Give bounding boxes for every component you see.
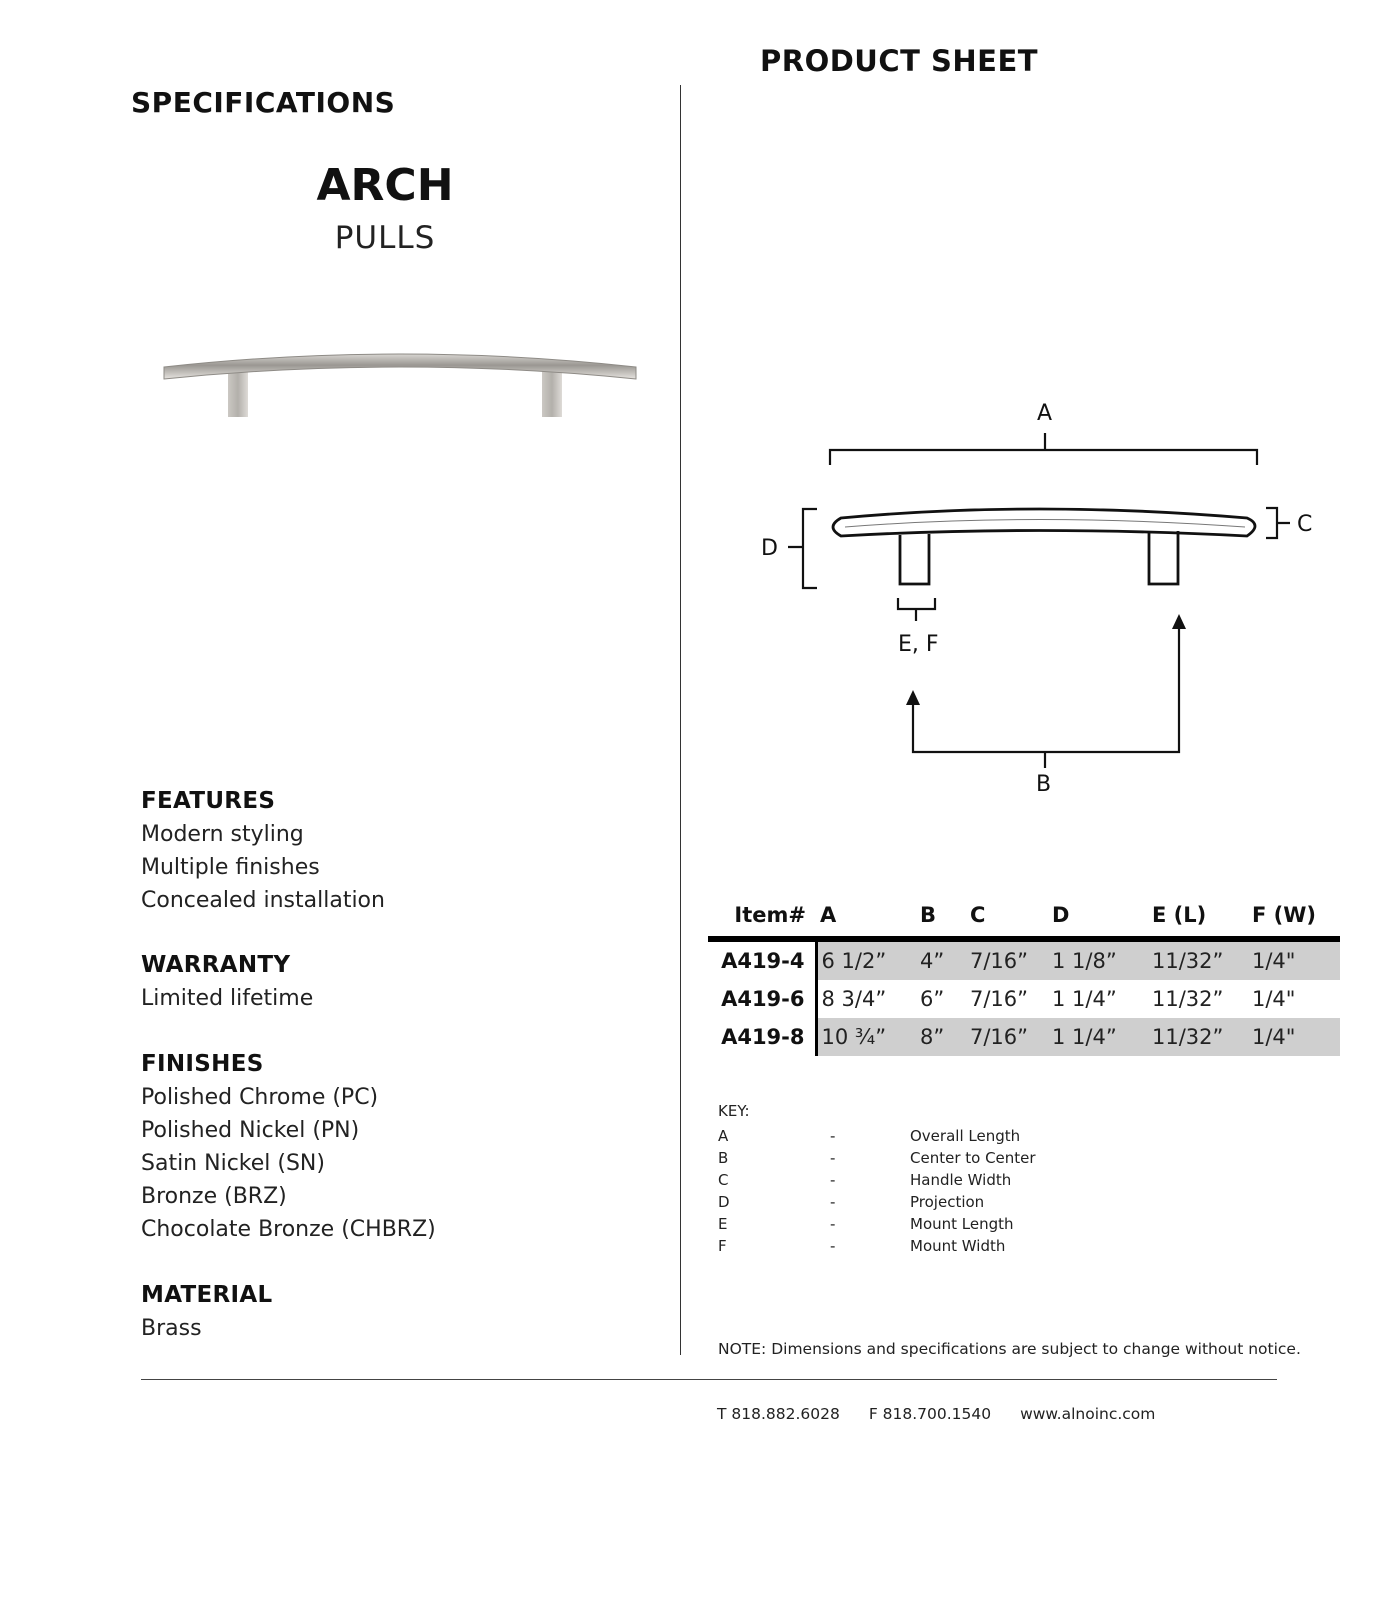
arrow-b-right <box>1172 614 1186 629</box>
fax-number: F 818.700.1540 <box>868 1405 992 1423</box>
dimension-diagram <box>735 385 1335 795</box>
warranty-section <box>141 952 313 1015</box>
table-cell: 7/16” <box>970 987 1029 1011</box>
table-cell: 6” <box>920 987 945 1011</box>
table-cell: 1 1/4” <box>1052 987 1117 1011</box>
label-ef: E, F <box>898 632 939 657</box>
key-dash: - <box>830 1127 836 1145</box>
material-item: Brass <box>141 1316 202 1341</box>
finish-item: Bronze (BRZ) <box>141 1184 287 1209</box>
label-a: A <box>1037 401 1053 426</box>
key-description: Center to Center <box>910 1149 1036 1167</box>
label-c: C <box>1297 512 1313 537</box>
key-dash: - <box>830 1215 836 1233</box>
column-header: E (L) <box>1152 903 1207 927</box>
column-header: D <box>1052 903 1070 927</box>
phone-number: T 818.882.6028 <box>717 1405 840 1423</box>
table-cell: 1 1/8” <box>1048 939 1148 980</box>
key-description: Mount Width <box>910 1237 1006 1255</box>
finishes-section <box>141 1051 436 1246</box>
label-b: B <box>1036 772 1052 795</box>
specifications-title: SPECIFICATIONS <box>131 86 396 119</box>
key-row <box>718 1213 1118 1235</box>
finish-item: Polished Nickel (PN) <box>141 1118 360 1143</box>
key-dash: - <box>830 1171 836 1189</box>
contact-info <box>717 1405 1179 1423</box>
table-cell: 6 1/2” <box>816 939 916 980</box>
key-description: Overall Length <box>910 1127 1021 1145</box>
pull-outline-post-right <box>1149 531 1178 584</box>
pull-outline-bar <box>833 509 1255 536</box>
finish-item: Polished Chrome (PC) <box>141 1085 379 1110</box>
key-description: Handle Width <box>910 1171 1012 1189</box>
key-letter: A <box>718 1127 729 1145</box>
features-section <box>141 788 385 917</box>
product-type: PULLS <box>334 220 436 256</box>
warranty-heading: WARRANTY <box>141 952 291 978</box>
pull-photo <box>160 345 640 425</box>
pull-post-left <box>228 371 248 417</box>
table-row <box>708 980 1340 1018</box>
table-cell: 10 ¾” <box>816 1018 916 1056</box>
feature-item: Concealed installation <box>141 888 385 913</box>
table-row <box>708 939 1340 980</box>
material-heading: MATERIAL <box>141 1282 273 1308</box>
key-dash: - <box>830 1193 836 1211</box>
table-cell: 8” <box>916 1018 966 1056</box>
key-row <box>718 1235 1118 1257</box>
table-cell: 7/16” <box>966 939 1048 980</box>
disclaimer-note: NOTE: Dimensions and specifications are subject to change without notice. <box>718 1340 1301 1358</box>
column-header: A <box>820 903 837 927</box>
warranty-item: Limited lifetime <box>141 986 314 1011</box>
features-heading: FEATURES <box>141 788 276 814</box>
key-row <box>718 1147 1118 1169</box>
finishes-heading: FINISHES <box>141 1051 264 1077</box>
table-cell: 1/4" <box>1252 987 1296 1011</box>
dimensions-table <box>708 900 1340 1056</box>
column-header: C <box>970 903 986 927</box>
column-header: Item# <box>734 903 806 927</box>
table-cell: 1/4" <box>1248 939 1340 980</box>
item-number: A419-4 <box>708 939 816 980</box>
table-cell: 11/32” <box>1148 1018 1248 1056</box>
label-d: D <box>761 536 778 561</box>
footer-rule <box>141 1379 1277 1380</box>
column-divider <box>680 85 681 1355</box>
dimension-d-bracket <box>788 509 817 588</box>
item-number: A419-8 <box>708 1018 816 1056</box>
product-sheet-title: PRODUCT SHEET <box>760 44 1039 78</box>
key-letter: D <box>718 1193 730 1211</box>
key-letter: C <box>718 1171 729 1189</box>
pull-outline-post-left <box>900 534 929 584</box>
key-row <box>718 1169 1118 1191</box>
key-description: Mount Length <box>910 1215 1014 1233</box>
key-letter: E <box>718 1215 728 1233</box>
material-section <box>141 1282 272 1345</box>
table-cell: 8 3/4” <box>821 987 887 1011</box>
finish-item: Satin Nickel (SN) <box>141 1151 325 1176</box>
key-dash: - <box>830 1237 836 1255</box>
table-cell: 1 1/4” <box>1048 1018 1148 1056</box>
key-letter: B <box>718 1149 729 1167</box>
website-link[interactable]: www.alnoinc.com <box>1020 1405 1156 1423</box>
table-row <box>708 1018 1340 1056</box>
arrow-b-left <box>906 690 920 705</box>
key-row <box>718 1125 1118 1147</box>
column-header: F (W) <box>1252 903 1317 927</box>
table-header-row <box>708 900 1340 939</box>
pull-post-right <box>542 371 562 417</box>
feature-item: Modern styling <box>141 822 304 847</box>
item-number: A419-6 <box>708 980 816 1018</box>
table-cell: 7/16” <box>966 1018 1048 1056</box>
dimension-c-bracket <box>1266 508 1290 538</box>
dimension-key <box>718 1102 1118 1257</box>
table-cell: 11/32” <box>1148 939 1248 980</box>
key-letter: F <box>718 1237 727 1255</box>
finish-item: Chocolate Bronze (CHBRZ) <box>141 1217 436 1242</box>
pull-outline-highlight <box>845 520 1245 528</box>
key-description: Projection <box>910 1193 985 1211</box>
table-cell: 11/32” <box>1152 987 1224 1011</box>
dimension-b-line <box>913 627 1179 768</box>
key-dash: - <box>830 1149 836 1167</box>
key-title: KEY: <box>718 1102 750 1120</box>
key-row <box>718 1191 1118 1213</box>
table-cell: 4” <box>916 939 966 980</box>
column-header: B <box>920 903 937 927</box>
product-name: ARCH <box>316 160 454 211</box>
dimension-a-bracket <box>830 433 1257 465</box>
table-cell: 1/4" <box>1248 1018 1340 1056</box>
feature-item: Multiple finishes <box>141 855 320 880</box>
dimension-ef-bracket <box>898 598 935 621</box>
